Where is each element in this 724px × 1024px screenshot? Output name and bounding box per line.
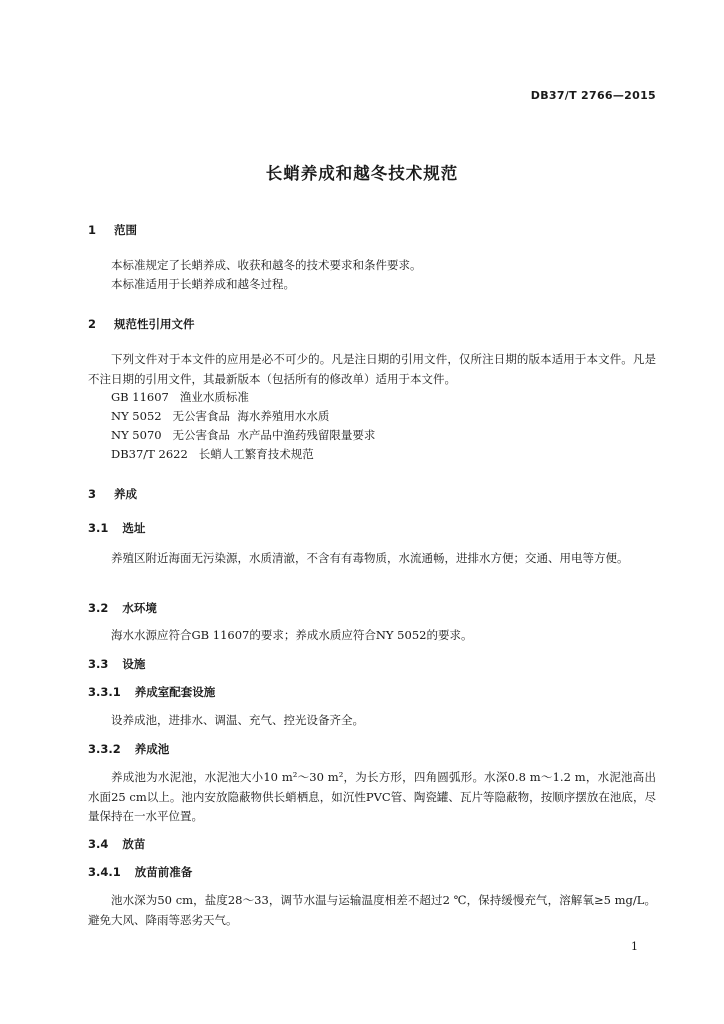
paragraph: 海水水源应符合GB 11607的要求；养成水质应符合NY 5052的要求。: [111, 628, 473, 642]
section-heading-3-4: [88, 836, 145, 852]
section-number: 3.2: [88, 601, 109, 615]
section-title: 范围: [114, 223, 138, 237]
reference-item: GB 11607 渔业水质标准: [111, 390, 249, 404]
section-heading-1: [88, 222, 137, 238]
section-title: 养成: [114, 487, 138, 501]
page-number: 1: [631, 940, 638, 953]
section-number: 3: [88, 487, 97, 501]
section-heading-2: [88, 316, 195, 332]
section-heading-3-4-1: [88, 864, 192, 880]
section-heading-3-3-2: [88, 741, 169, 757]
section-number: 3.1: [88, 521, 109, 535]
section-title: 规范性引用文件: [114, 317, 195, 331]
section-title: 放苗: [122, 837, 146, 851]
paragraph: 池水深为50 cm，盐度28～33，调节水温与运输温度相差不超过2 ℃，保持缓慢充气，溶解氧≥5 mg/L。避免大风、降雨等恶劣天气。: [88, 893, 656, 927]
section-number: 3.3.2: [88, 742, 121, 756]
document-title: 长蛸养成和越冬技术规范: [265, 164, 459, 183]
paragraph: 设养成池，进排水、调温、充气、控光设备齐全。: [111, 713, 364, 727]
section-number: 3.3.1: [88, 685, 121, 699]
document-number: DB37/T 2766—2015: [530, 89, 656, 102]
section-heading-3-3: [88, 656, 145, 672]
section-number: 3.4.1: [88, 865, 121, 879]
section-number: 3.4: [88, 837, 109, 851]
section-heading-3: [88, 486, 137, 502]
paragraph: 养成池为水泥池，水泥池大小10 m²～30 m²，为长方形，四角圆弧形。水深0.8 m～1.2 m，水泥池高出水面25 cm以上。池内安放隐蔽物供长蛸栖息，如沉性PVC管、陶瓷罐、瓦片等隐蔽物，按顺序摆放在池底，尽量保持在一水平位置。: [88, 770, 656, 823]
paragraph: 本标准规定了长蛸养成、收获和越冬的技术要求和条件要求。: [111, 258, 422, 272]
section-title: 养成池: [134, 742, 170, 756]
section-title: 水环境: [122, 601, 157, 615]
section-number: 3.3: [88, 657, 109, 671]
section-heading-3-2: [88, 600, 157, 616]
section-title: 养成室配套设施: [134, 685, 216, 699]
section-title: 放苗前准备: [134, 865, 193, 879]
section-number: 2: [88, 317, 97, 331]
paragraph: 下列文件对于本文件的应用是必不可少的。凡是注日期的引用文件，仅所注日期的版本适用于本文件。凡是不注日期的引用文件，其最新版本（包括所有的修改单）适用于本文件。: [88, 352, 656, 386]
section-title: 选址: [122, 521, 146, 535]
reference-item: NY 5070 无公害食品 水产品中渔药残留限量要求: [111, 428, 376, 442]
paragraph: 养殖区附近海面无污染源，水质清澈，不含有有毒物质，水流通畅，进排水方便；交通、用电等方便。: [111, 551, 629, 565]
section-title: 设施: [122, 657, 146, 671]
reference-item: DB37/T 2622 长蛸人工繁育技术规范: [111, 447, 314, 461]
section-heading-3-1: [88, 520, 145, 536]
reference-item: NY 5052 无公害食品 海水养殖用水水质: [111, 409, 330, 423]
paragraph: 本标准适用于长蛸养成和越冬过程。: [111, 277, 295, 291]
section-heading-3-3-1: [88, 684, 215, 700]
section-number: 1: [88, 223, 97, 237]
